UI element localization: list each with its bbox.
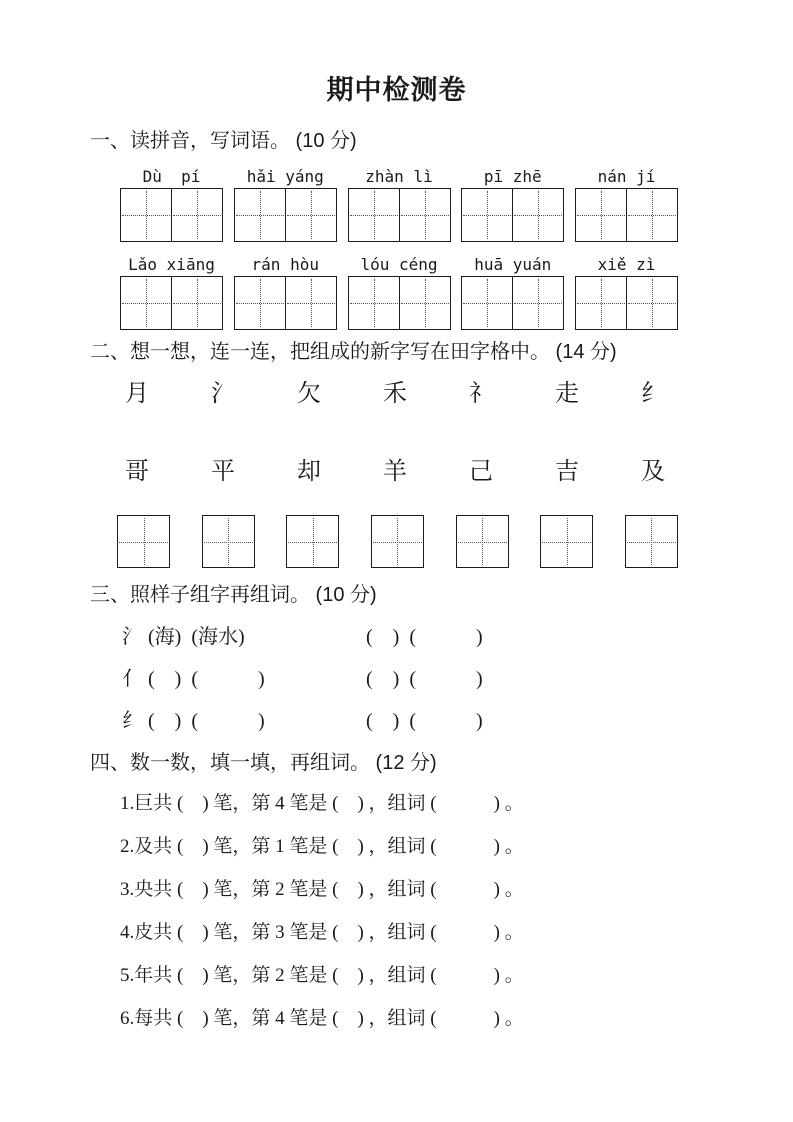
stroke-count-item: 1.巨共 ( ) 笔，第 4 笔是 ( ) ，组词 ( ) 。	[120, 793, 524, 814]
word-pair-left: ( ) ( )	[148, 710, 265, 732]
stroke-count-item: 2.及共 ( ) 笔，第 1 笔是 ( ) ，组词 ( ) 。	[120, 836, 524, 857]
word-pair-left: ( ) ( )	[148, 668, 265, 690]
pinyin-label: lóu céng	[360, 255, 438, 274]
pinyin-word-block	[575, 166, 678, 242]
tian-cell	[576, 189, 626, 241]
section4-heading: 四、数一数，填一填，再组词。 (12 分)	[90, 752, 437, 774]
component-char: 吉	[555, 459, 579, 485]
tian-cell	[121, 189, 171, 241]
tian-grid-double	[348, 276, 451, 330]
tian-cell	[285, 277, 336, 329]
pinyin-label: pī zhē	[483, 167, 542, 186]
component-char: 己	[469, 459, 493, 485]
tian-cell	[285, 189, 336, 241]
pinyin-word-block	[461, 254, 564, 330]
radical-char: 月	[125, 381, 149, 407]
pinyin-word-block	[461, 166, 564, 242]
tian-cell	[287, 516, 338, 567]
tian-grid-single	[456, 515, 509, 568]
stroke-count-item: 3.央共 ( ) 笔，第 2 笔是 ( ) ，组词 ( ) 。	[120, 879, 524, 900]
tian-grid-single	[540, 515, 593, 568]
tian-cell	[626, 277, 677, 329]
word-pair-left: (海) (海水)	[148, 626, 245, 648]
tian-grid-double	[348, 188, 451, 242]
tian-grid-single	[625, 515, 678, 568]
section3-row	[122, 708, 793, 734]
tian-grid-single	[117, 515, 170, 568]
tian-grid-single	[286, 515, 339, 568]
tian-grid-single	[371, 515, 424, 568]
pinyin-label: Dù pí	[142, 167, 201, 186]
stroke-count-item: 4.皮共 ( ) 笔，第 3 笔是 ( ) ，组词 ( ) 。	[120, 922, 524, 943]
tian-cell	[372, 516, 423, 567]
pinyin-word-block	[348, 254, 451, 330]
tian-grid-double	[461, 188, 564, 242]
section3-rows	[0, 624, 793, 734]
tian-grid-double	[234, 276, 337, 330]
tian-cell	[171, 277, 222, 329]
section1-heading: 一、读拼音，写词语。 (10 分)	[90, 130, 357, 152]
radical-char: 氵	[122, 626, 142, 648]
word-pair-right: ( ) ( )	[366, 710, 483, 732]
section3-row	[122, 624, 793, 650]
tian-grid-single	[202, 515, 255, 568]
tian-grid-double	[120, 188, 223, 242]
tian-cell	[399, 189, 450, 241]
section4-lines	[0, 792, 793, 1030]
radical-char: 禾	[383, 381, 407, 407]
tian-cell	[462, 189, 512, 241]
tian-cell	[576, 277, 626, 329]
section1-pinyin-row-1	[120, 166, 678, 242]
radical-char: 纟	[641, 381, 665, 407]
tian-cell	[121, 277, 171, 329]
tian-cell	[626, 189, 677, 241]
tian-grid-double	[120, 276, 223, 330]
pinyin-label: xiě zì	[597, 255, 656, 274]
tian-cell	[349, 277, 399, 329]
section2-radicals-row	[122, 378, 668, 410]
radical-char: 纟	[122, 710, 142, 732]
radical-char: 礻	[469, 381, 493, 407]
tian-cell	[512, 189, 563, 241]
component-char: 哥	[125, 459, 149, 485]
word-pair-right: ( ) ( )	[366, 626, 483, 648]
pinyin-word-block	[575, 254, 678, 330]
pinyin-word-block	[234, 166, 337, 242]
tian-cell	[462, 277, 512, 329]
pinyin-word-block	[120, 166, 223, 242]
tian-cell	[235, 189, 285, 241]
radical-char: 走	[555, 381, 579, 407]
tian-cell	[349, 189, 399, 241]
section3-heading: 三、照样子组字再组词。 (10 分)	[90, 584, 377, 606]
component-char: 羊	[383, 459, 407, 485]
component-char: 却	[297, 459, 321, 485]
section3-row	[122, 666, 793, 692]
tian-cell	[457, 516, 508, 567]
pinyin-label: huā yuán	[474, 255, 552, 274]
tian-cell	[235, 277, 285, 329]
radical-char: 亻	[122, 668, 142, 690]
pinyin-word-block	[348, 166, 451, 242]
pinyin-label: zhàn lì	[365, 167, 433, 186]
pinyin-label: nán jí	[597, 167, 656, 186]
tian-cell	[118, 516, 169, 567]
page-title: 期中检测卷	[326, 75, 467, 105]
tian-cell	[203, 516, 254, 567]
tian-cell	[512, 277, 563, 329]
stroke-count-item: 6.每共 ( ) 笔，第 4 笔是 ( ) ，组词 ( ) 。	[120, 1008, 524, 1029]
pinyin-label: hǎi yáng	[246, 167, 324, 186]
tian-grid-double	[575, 188, 678, 242]
tian-cell	[541, 516, 592, 567]
radical-char: 氵	[211, 381, 235, 407]
tian-cell	[171, 189, 222, 241]
tian-grid-double	[575, 276, 678, 330]
component-char: 平	[211, 459, 235, 485]
component-char: 及	[641, 459, 665, 485]
pinyin-word-block	[234, 254, 337, 330]
pinyin-label: Lǎo xiāng	[128, 255, 215, 274]
tian-cell	[399, 277, 450, 329]
section2-grid-row	[117, 515, 678, 568]
stroke-count-item: 5.年共 ( ) 笔，第 2 笔是 ( ) ，组词 ( ) 。	[120, 965, 524, 986]
section2-characters-row	[122, 456, 668, 488]
tian-cell	[626, 516, 677, 567]
radical-char: 欠	[297, 381, 321, 407]
section1-pinyin-row-2	[120, 254, 678, 330]
tian-grid-double	[234, 188, 337, 242]
tian-grid-double	[461, 276, 564, 330]
pinyin-label: rán hòu	[251, 255, 319, 274]
word-pair-right: ( ) ( )	[366, 668, 483, 690]
pinyin-word-block	[120, 254, 223, 330]
section2-heading: 二、想一想，连一连，把组成的新字写在田字格中。 (14 分)	[90, 341, 617, 363]
